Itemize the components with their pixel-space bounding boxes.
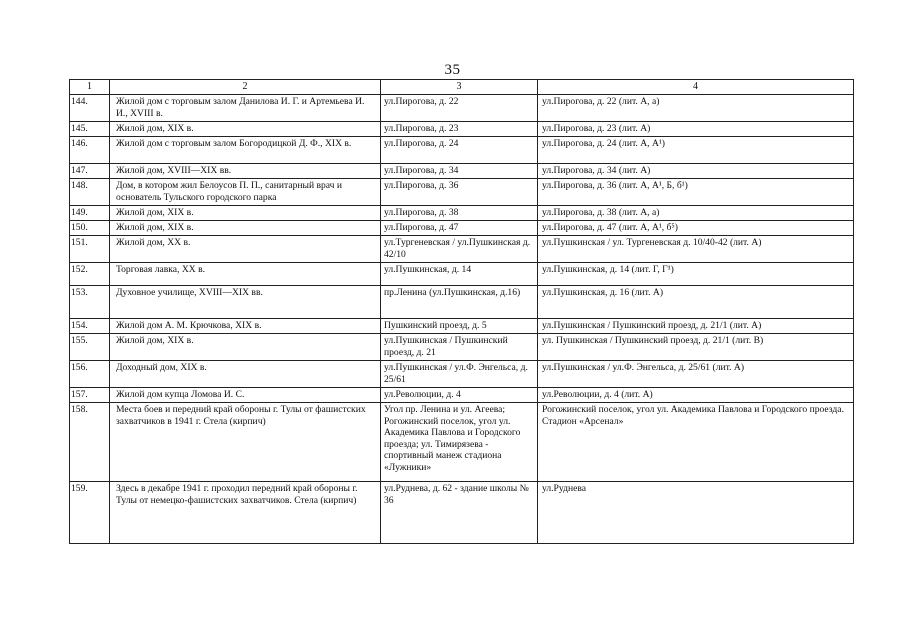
object-name: Жилой дом, XIX в. xyxy=(110,221,381,236)
object-name: Жилой дом, XVIII—XIX вв. xyxy=(110,164,381,179)
row-number: 146. xyxy=(70,137,110,164)
object-address: ул.Тургеневская / ул.Пушкинская д. 42/10 xyxy=(381,236,538,263)
table-row xyxy=(70,122,854,137)
object-name: Жилой дом с торговым залом Данилова И. Г. и Артемьева И. И., XVIII в. xyxy=(110,95,381,122)
table-row xyxy=(70,361,854,388)
column-header-number: 1 xyxy=(70,80,110,95)
object-address: пр.Ленина (ул.Пушкинская, д.16) xyxy=(381,286,538,319)
object-literal-address: Рогожинский поселок, угол ул. Академика Павлова и Городского проезда. Стадион «Арсенал» xyxy=(538,403,854,482)
object-name: Жилой дом с торговым залом Богородицкой Д. Ф., XIX в. xyxy=(110,137,381,164)
object-name: Жилой дом, XIX в. xyxy=(110,334,381,361)
table-body xyxy=(70,95,854,544)
table-row xyxy=(70,263,854,286)
object-literal-address: ул.Пушкинская / Пушкинский проезд, д. 21/1 (лит. А) xyxy=(538,319,854,334)
object-literal-address: ул.Пирогова, д. 22 (лит. А, а) xyxy=(538,95,854,122)
object-literal-address: ул.Пирогова, д. 38 (лит. А, а) xyxy=(538,206,854,221)
object-name: Доходный дом, XIX в. xyxy=(110,361,381,388)
table-row xyxy=(70,403,854,482)
object-literal-address: ул.Пушкинская / ул. Тургеневская д. 10/40-42 (лит. А) xyxy=(538,236,854,263)
object-address: ул.Пушкинская / ул.Ф. Энгельса, д. 25/61 xyxy=(381,361,538,388)
table-row xyxy=(70,95,854,122)
table-header-row xyxy=(70,80,854,95)
row-number: 157. xyxy=(70,388,110,403)
row-number: 154. xyxy=(70,319,110,334)
object-literal-address: ул.Пирогова, д. 23 (лит. А) xyxy=(538,122,854,137)
object-name: Здесь в декабре 1941 г. проходил передний край обороны г. Тулы от немецко-фашистских захватчиков. Стела (кирпич) xyxy=(110,482,381,544)
row-number: 148. xyxy=(70,179,110,206)
row-number: 153. xyxy=(70,286,110,319)
page-number: 35 xyxy=(444,62,461,78)
object-literal-address: ул.Пушкинская / ул.Ф. Энгельса, д. 25/61 (лит. А) xyxy=(538,361,854,388)
object-address: ул.Руднева, д. 62 - здание школы № 36 xyxy=(381,482,538,544)
object-address: ул.Революции, д. 4 xyxy=(381,388,538,403)
object-name: Дом, в котором жил Белоусов П. П., санитарный врач и основатель Тульского городского парка xyxy=(110,179,381,206)
object-address: ул.Пирогова, д. 23 xyxy=(381,122,538,137)
object-address: ул.Пирогова, д. 24 xyxy=(381,137,538,164)
object-literal-address: ул. Пушкинская / Пушкинский проезд, д. 21/1 (лит. В) xyxy=(538,334,854,361)
table-row xyxy=(70,319,854,334)
row-number: 150. xyxy=(70,221,110,236)
table-row xyxy=(70,334,854,361)
table-row xyxy=(70,137,854,164)
row-number: 144. xyxy=(70,95,110,122)
object-name: Жилой дом, XIX в. xyxy=(110,206,381,221)
object-literal-address: ул.Руднева xyxy=(538,482,854,544)
table-row xyxy=(70,286,854,319)
object-literal-address: ул.Пирогова, д. 36 (лит. А, А¹, Б, б¹) xyxy=(538,179,854,206)
row-number: 145. xyxy=(70,122,110,137)
object-address: ул.Пирогова, д. 38 xyxy=(381,206,538,221)
row-number: 155. xyxy=(70,334,110,361)
column-header-address: 3 xyxy=(381,80,538,95)
object-name: Духовное училище, XVIII—XIX вв. xyxy=(110,286,381,319)
row-number: 149. xyxy=(70,206,110,221)
object-address: ул.Пушкинская / Пушкинский проезд, д. 21 xyxy=(381,334,538,361)
row-number: 151. xyxy=(70,236,110,263)
object-literal-address: ул.Пирогова, д. 34 (лит. А) xyxy=(538,164,854,179)
object-literal-address: ул.Пирогова, д. 47 (лит. А, А¹, б⁵) xyxy=(538,221,854,236)
object-name: Жилой дом, XX в. xyxy=(110,236,381,263)
table-row xyxy=(70,179,854,206)
row-number: 152. xyxy=(70,263,110,286)
object-literal-address: ул.Революции, д. 4 (лит. А) xyxy=(538,388,854,403)
object-name: Места боев и передний край обороны г. Тулы от фашистских захватчиков в 1941 г. Стела (кирпич) xyxy=(110,403,381,482)
object-name: Торговая лавка, XX в. xyxy=(110,263,381,286)
object-address: ул.Пирогова, д. 22 xyxy=(381,95,538,122)
object-address: ул.Пушкинская, д. 14 xyxy=(381,263,538,286)
object-address: ул.Пирогова, д. 36 xyxy=(381,179,538,206)
object-name: Жилой дом купца Ломова И. С. xyxy=(110,388,381,403)
object-address: Угол пр. Ленина и ул. Агеева; Рогожинский поселок, угол ул. Академика Павлова и Городского проезда; ул. Тимирязева - спортивный манеж стадиона «Лужники» xyxy=(381,403,538,482)
table-row xyxy=(70,236,854,263)
column-header-name: 2 xyxy=(110,80,381,95)
object-literal-address: ул.Пирогова, д. 24 (лит. А, А¹) xyxy=(538,137,854,164)
heritage-registry-table xyxy=(69,79,854,544)
row-number: 156. xyxy=(70,361,110,388)
column-header-literal: 4 xyxy=(538,80,854,95)
table-row xyxy=(70,206,854,221)
object-address: ул.Пирогова, д. 47 xyxy=(381,221,538,236)
object-literal-address: ул.Пушкинская, д. 14 (лит. Г, Г¹) xyxy=(538,263,854,286)
object-address: Пушкинский проезд, д. 5 xyxy=(381,319,538,334)
object-literal-address: ул.Пушкинская, д. 16 (лит. А) xyxy=(538,286,854,319)
table-row xyxy=(70,388,854,403)
row-number: 159. xyxy=(70,482,110,544)
table-row xyxy=(70,164,854,179)
row-number: 158. xyxy=(70,403,110,482)
object-name: Жилой дом, XIX в. xyxy=(110,122,381,137)
row-number: 147. xyxy=(70,164,110,179)
table-row xyxy=(70,221,854,236)
table-row xyxy=(70,482,854,544)
object-name: Жилой дом А. М. Крючкова, XIX в. xyxy=(110,319,381,334)
object-address: ул.Пирогова, д. 34 xyxy=(381,164,538,179)
